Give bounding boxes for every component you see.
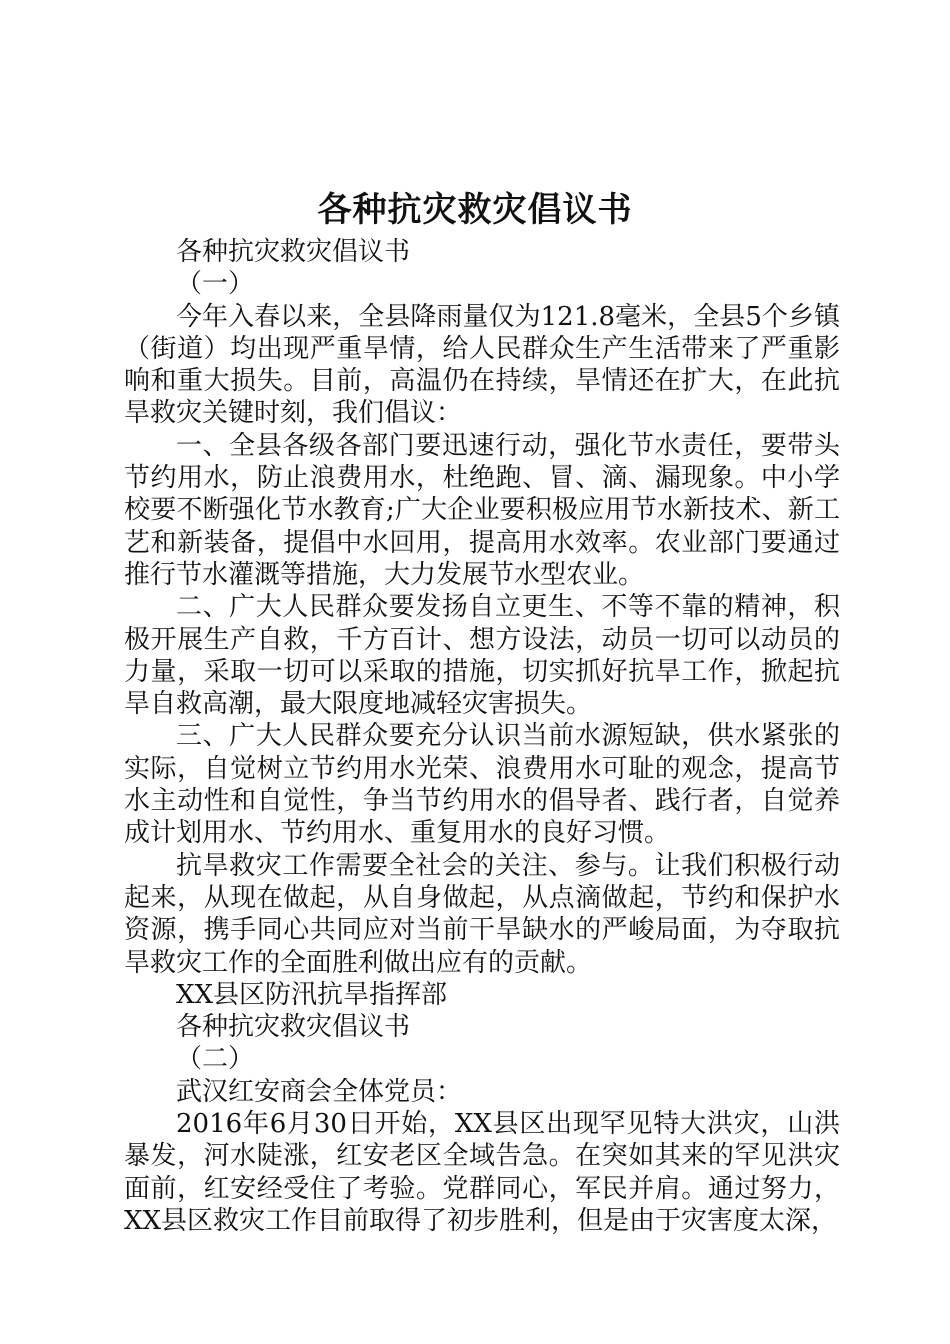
section-marker-1: （一） (176, 269, 255, 300)
paragraph-intro: 今年入春以来，全县降雨量仅为121.8毫米，全县5个乡镇（街道）均出现严重旱情，给人民群众生产生活带来了严重影响和重大损失。目前，高温仍在持续，旱情还在扩大，在此抗旱救灾关键时刻，我们倡议： (124, 301, 840, 429)
subtitle: 各种抗灾救灾倡议书 (176, 237, 411, 267)
paragraph-point-2: 二、广大人民群众要发扬自立更生、不等不靠的精神，积极开展生产自救，千方百计、想方设法，动员一切可以动员的力量，采取一切可以采取的措施，切实抓好抗旱工作，掀起抗旱自救高潮，最大限度地减轻灾害损失。 (124, 592, 840, 720)
section-marker-2: （二） (176, 1044, 255, 1075)
paragraph-point-3: 三、广大人民群众要充分认识当前水源短缺，供水紧张的实际，自觉树立节约用水光荣、浪费用水可耻的观念，提高节水主动性和自觉性，争当节约用水的倡导者、践行者，自觉养成计划用水、节约用水、重复用水的良好习惯。 (124, 721, 840, 849)
paragraph-flood: 2016年6月30日开始，XX县区出现罕见特大洪灾，山洪暴发，河水陡涨，红安老区全域告急。在突如其来的罕见洪灾面前，红安经受住了考验。党群同心，军民并肩。通过努力，XX县区救灾工作目前取得了初步胜利，但是由于灾害度太深， (124, 1109, 840, 1236)
subtitle-2: 各种抗灾救灾倡议书 (176, 1012, 411, 1043)
document-title: 各种抗灾救灾倡议书 (317, 190, 633, 230)
salutation: 武汉红安商会全体党员： (176, 1076, 463, 1107)
paragraph-point-1: 一、全县各级各部门要迅速行动，强化节水责任，要带头节约用水，防止浪费用水，杜绝跑、冒、滴、漏现象。中小学校要不断强化节水教育;广大企业要积极应用节水新技术、新工艺和新装备，提倡中水回用，提高用水效率。农业部门要通过推行节水灌溉等措施，大力发展节水型农业。 (124, 430, 840, 590)
paragraph-closing: 抗旱救灾工作需要全社会的关注、参与。让我们积极行动起来，从现在做起，从自身做起，从点滴做起，节约和保护水资源，携手同心共同应对当前干旱缺水的严峻局面，为夺取抗旱救灾工作的全面胜利做出应有的贡献。 (124, 850, 840, 978)
signature: XX县区防汛抗旱指挥部 (176, 979, 448, 1010)
document-body (124, 236, 840, 1237)
